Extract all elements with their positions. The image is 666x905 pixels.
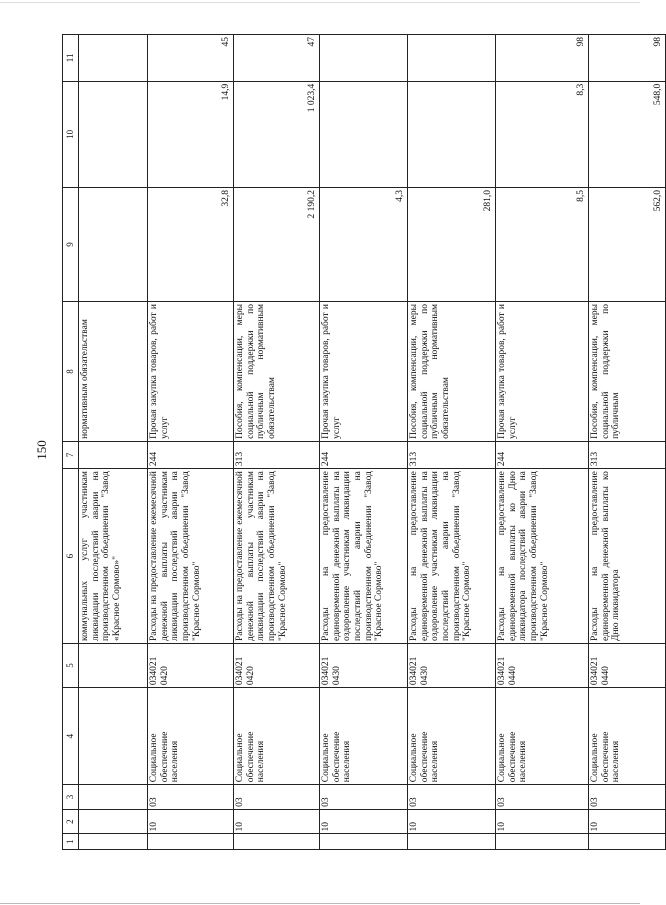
cell-col-8: Прочая закупка товаров, работ и услуг: [496, 301, 589, 441]
cell-col-5: [79, 644, 148, 688]
cell-col-3: 03: [320, 785, 408, 810]
cell-col-1: [408, 834, 496, 850]
cell-col-5: 034021 0440: [496, 644, 589, 688]
cell-col-4: [79, 688, 148, 785]
table-row: [408, 35, 496, 850]
cell-col-4: Социальное обеспечение населения: [234, 688, 320, 785]
budget-table: [62, 34, 666, 850]
cell-col-10: 1 023,4: [234, 81, 320, 187]
table-row: [320, 35, 408, 850]
cell-col-8: Пособия, компенсации, меры социальной поддержки по публичным нормативным обязательствам: [234, 301, 320, 441]
scan-edge-top: [0, 2, 640, 3]
cell-col-2: 10: [408, 809, 496, 834]
table-row: [148, 35, 234, 850]
cell-col-4: Социальное обеспечение населения: [148, 688, 234, 785]
cell-col-6: Расходы на предоставление единовременной выплаты ко Дню ликвидатора последствий аварии на производственном объединении "Завод "Красное Сормово": [496, 469, 589, 644]
cell-col-2: 10: [589, 809, 666, 834]
cell-col-5: 034021 0420: [148, 644, 234, 688]
col-header: 1: [63, 834, 79, 850]
cell-col-8: нормативным обязательствам: [79, 301, 148, 441]
cell-col-7: [79, 441, 148, 468]
page-number: 150: [34, 440, 49, 460]
cell-col-1: [148, 834, 234, 850]
cell-col-11: 98: [496, 35, 589, 82]
cell-col-11: 45: [148, 35, 234, 82]
cell-col-9: 8,5: [496, 187, 589, 301]
cell-col-10: [408, 81, 496, 187]
table-row: [589, 35, 666, 850]
col-header: 8: [63, 301, 79, 441]
cell-col-3: 03: [148, 785, 234, 810]
scan-edge: [0, 903, 640, 904]
cell-col-7: 244: [320, 441, 408, 468]
cell-col-8: Прочая закупка товаров, работ и услуг: [320, 301, 408, 441]
cell-col-8: Пособия, компенсации, меры социальной поддержки по публичным нормативным обязательствам: [408, 301, 496, 441]
col-header: 5: [63, 644, 79, 688]
col-header: 6: [63, 469, 79, 644]
cell-col-10: [79, 81, 148, 187]
cell-col-2: 10: [320, 809, 408, 834]
cell-col-6: Расходы на предоставление ежемесячной денежной выплаты участникам ликвидации последствий аварии на производственном объединении "Завод "Красное Сормово": [148, 469, 234, 644]
cell-col-7: 244: [148, 441, 234, 468]
col-header: 4: [63, 688, 79, 785]
cell-col-6: Расходы на предоставление единовременной денежной выплаты на оздоровление участникам ликвидации последствий аварии на производственном объединении "Завод "Красное Сормово": [408, 469, 496, 644]
cell-col-11: 47: [234, 35, 320, 82]
cell-col-4: Социальное обеспечение населения: [408, 688, 496, 785]
cell-col-1: [589, 834, 666, 850]
cell-col-7: 313: [589, 441, 666, 468]
cell-col-3: 03: [234, 785, 320, 810]
cell-col-9: [79, 187, 148, 301]
cell-col-10: 14,9: [148, 81, 234, 187]
cell-col-5: 034021 0430: [320, 644, 408, 688]
cell-col-10: 548,0: [589, 81, 666, 187]
cell-col-10: 8,3: [496, 81, 589, 187]
cell-col-9: 32,8: [148, 187, 234, 301]
cell-col-4: Социальное обеспечение населения: [496, 688, 589, 785]
cell-col-7: 313: [234, 441, 320, 468]
cell-col-6: коммунальных услуг участникам ликвидации последствий аварии на производственном объединении "Завод «Красное Сормово»": [79, 469, 148, 644]
col-header: 2: [63, 809, 79, 834]
cell-col-1: [496, 834, 589, 850]
table-row: [496, 35, 589, 850]
cell-col-2: [79, 809, 148, 834]
cell-col-4: Социальное обеспечение населения: [320, 688, 408, 785]
cell-col-7: 313: [408, 441, 496, 468]
col-header: 3: [63, 785, 79, 810]
cell-col-3: 03: [589, 785, 666, 810]
cell-col-4: Социальное обеспечение населения: [589, 688, 666, 785]
table-row: [234, 35, 320, 850]
col-header: 9: [63, 187, 79, 301]
table-row: [79, 35, 148, 850]
cell-col-8: Пособия, компенсации, меры социальной поддержки по публичным: [589, 301, 666, 441]
cell-col-7: 244: [496, 441, 589, 468]
cell-col-5: 034021 0430: [408, 644, 496, 688]
cell-col-5: 034021 0420: [234, 644, 320, 688]
cell-col-1: [320, 834, 408, 850]
cell-col-9: 281,0: [408, 187, 496, 301]
cell-col-3: [79, 785, 148, 810]
cell-col-10: [320, 81, 408, 187]
cell-col-11: [79, 35, 148, 82]
cell-col-9: 4,3: [320, 187, 408, 301]
cell-col-6: Расходы на предоставление ежемесячной денежной выплаты участникам ликвидации последствий аварии на производственном объединении "Завод "Красное Сормово": [234, 469, 320, 644]
cell-col-2: 10: [496, 809, 589, 834]
cell-col-5: 034021 0440: [589, 644, 666, 688]
cell-col-8: Прочая закупка товаров, работ и услуг: [148, 301, 234, 441]
col-header: 7: [63, 441, 79, 468]
cell-col-3: 03: [408, 785, 496, 810]
col-header: 11: [63, 35, 79, 82]
cell-col-1: [79, 834, 148, 850]
cell-col-6: Расходы на предоставление единовременной денежной выплаты на оздоровление участникам ликвидации последствий аварии на производственном объединении "Завод "Красное Сормово": [320, 469, 408, 644]
cell-col-11: 98: [589, 35, 666, 82]
cell-col-6: Расходы на предоставление единовременной денежной выплаты ко Дню ликвидатора: [589, 469, 666, 644]
cell-col-11: [320, 35, 408, 82]
cell-col-1: [234, 834, 320, 850]
cell-col-2: 10: [148, 809, 234, 834]
rotated-table-container: [62, 34, 664, 850]
cell-col-2: 10: [234, 809, 320, 834]
col-header: 10: [63, 81, 79, 187]
cell-col-9: 2 190,2: [234, 187, 320, 301]
cell-col-3: 03: [496, 785, 589, 810]
cell-col-9: 562,0: [589, 187, 666, 301]
cell-col-11: [408, 35, 496, 82]
column-number-row: [63, 35, 79, 850]
